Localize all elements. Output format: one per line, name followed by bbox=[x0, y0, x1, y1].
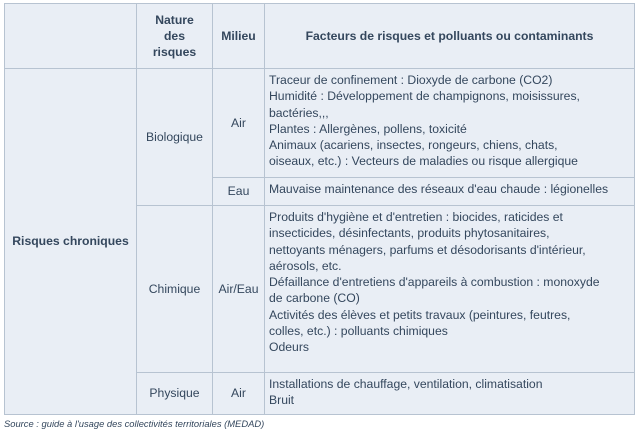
factor-line: Produits d'hygiène et d'entretien : biocides, raticides et bbox=[269, 210, 563, 224]
factors-cell bbox=[265, 373, 635, 415]
header-nature-line: risques bbox=[152, 45, 197, 60]
milieu-cell: Air bbox=[213, 373, 265, 415]
factor-line: Traceur de confinement : Dioxyde de carbone (CO2) bbox=[269, 73, 553, 87]
factor-line: Défaillance d'entretiens d'appareils à combustion : monoxyde bbox=[269, 275, 600, 290]
factors-cell bbox=[265, 69, 635, 178]
factor-line: de carbone (CO) bbox=[269, 291, 360, 306]
milieu-cell: Air bbox=[213, 69, 265, 178]
header-row bbox=[5, 4, 635, 69]
factor-line: Installations de chauffage, ventilation, climatisation bbox=[269, 377, 543, 391]
milieu-cell: Air/Eau bbox=[213, 206, 265, 373]
milieu-cell: Eau bbox=[213, 178, 265, 206]
risk-table bbox=[4, 3, 635, 415]
risk-table-container bbox=[4, 3, 634, 415]
factor-line: Plantes : Allergènes, pollens, toxicité bbox=[269, 121, 467, 136]
factors-cell bbox=[265, 178, 635, 206]
table-row bbox=[5, 69, 635, 178]
factor-line: aérosols, etc. bbox=[269, 258, 342, 273]
header-nature-line: Nature bbox=[155, 12, 194, 27]
factor-line: Humidité : Développement de champignons, moisissures, bbox=[269, 89, 580, 104]
header-empty-cell bbox=[5, 4, 137, 69]
factors-cell bbox=[265, 206, 635, 373]
factor-line: Bruit bbox=[269, 393, 295, 408]
factor-line: insecticides, désinfectants, produits phytosanitaires, bbox=[269, 226, 550, 241]
factor-line: bactéries,,, bbox=[269, 105, 329, 120]
factor-line: oiseaux, etc.) : Vecteurs de maladies ou risque allergique bbox=[269, 154, 578, 169]
factor-line: colles, etc.) : polluants chimiques bbox=[269, 324, 448, 339]
factor-line: Odeurs bbox=[269, 340, 309, 355]
header-nature bbox=[137, 4, 213, 69]
factor-line: Activités des élèves et petits travaux (peintures, feutres, bbox=[269, 307, 571, 322]
factor-line: Animaux (acariens, insectes, rongeurs, chiens, chats, bbox=[269, 138, 558, 153]
factor-line: nettoyants ménagers, parfums et désodorisants d'intérieur, bbox=[269, 242, 586, 257]
nature-cell-biologique: Biologique bbox=[137, 69, 213, 206]
header-facteurs: Facteurs de risques et polluants ou contaminants bbox=[265, 4, 635, 69]
source-caption: Source : guide à l'usage des collectivités territoriales (MEDAD) bbox=[4, 418, 265, 429]
nature-cell-chimique: Chimique bbox=[137, 206, 213, 373]
header-milieu: Milieu bbox=[213, 4, 265, 69]
factor-line: Mauvaise maintenance des réseaux d'eau chaude : légionelles bbox=[269, 182, 609, 196]
header-nature-line: des bbox=[163, 28, 185, 43]
nature-cell-physique: Physique bbox=[137, 373, 213, 415]
category-cell: Risques chroniques bbox=[5, 69, 137, 415]
